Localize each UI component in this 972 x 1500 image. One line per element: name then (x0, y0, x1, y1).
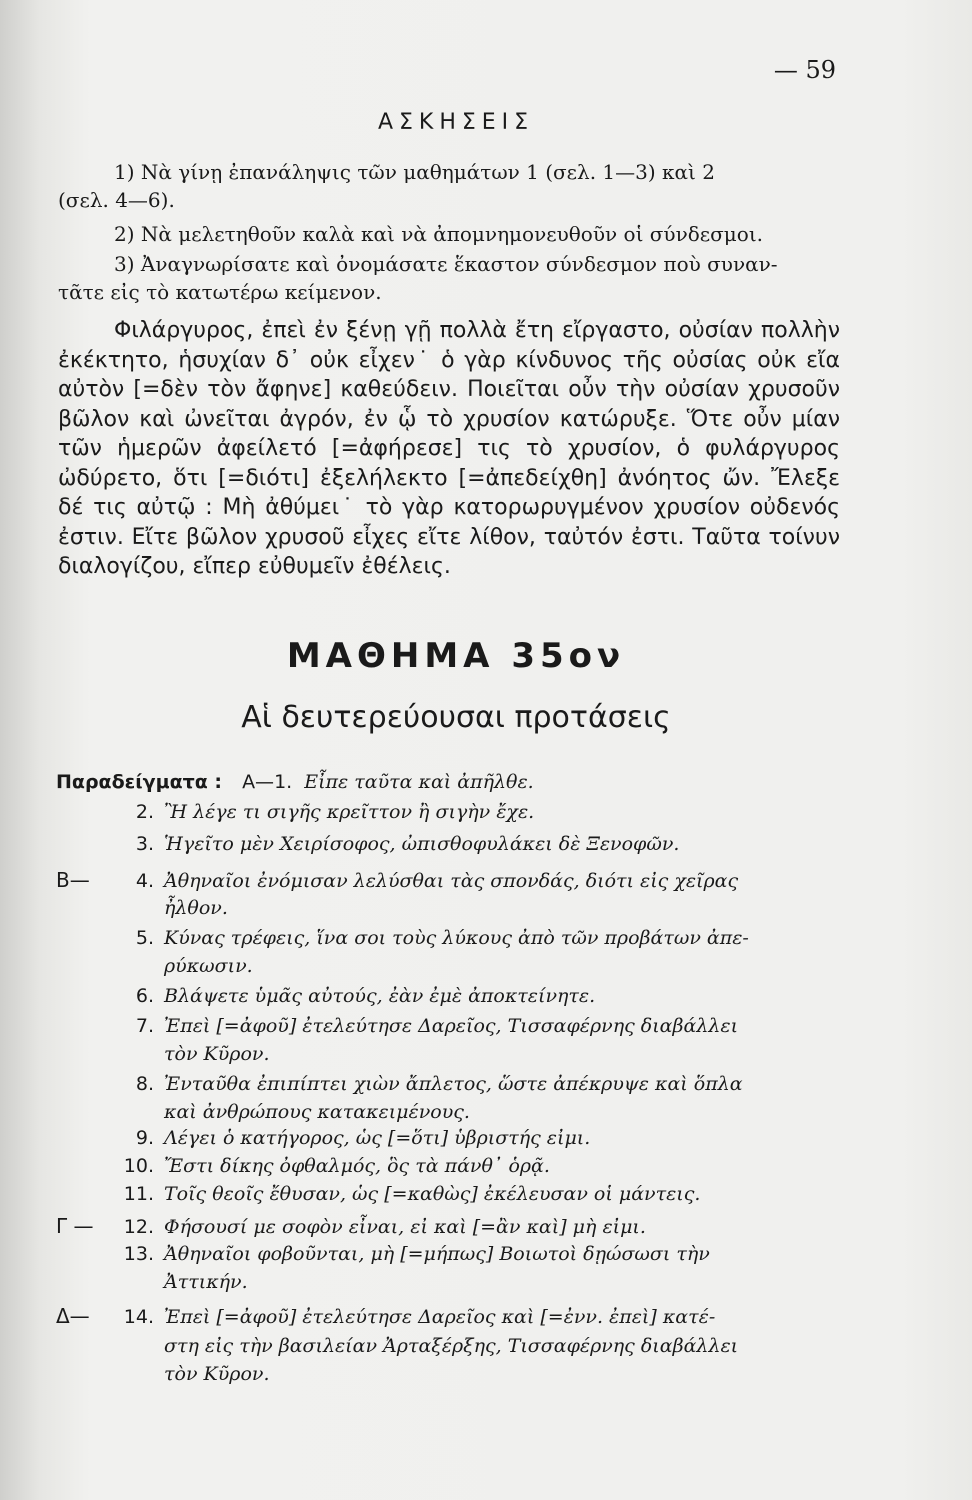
example-text: Φήσουσί με σοφὸν εἶναι, εἰ καὶ [=ἂν καὶ] μὴ εἰμι. (164, 1216, 646, 1238)
example-text: Ἐπεὶ [=ἀφοῦ] ἐτελεύτησε Δαρεῖος, Τισσαφέρνης διαβάλλει (164, 1015, 739, 1037)
example-number: 11. (123, 1183, 154, 1205)
example-group-label: Β— (56, 868, 90, 892)
exercises-heading: ΑΣΚΗΣΕΙΣ (377, 110, 535, 135)
examples-label-line (56, 768, 846, 796)
example-number: 2. (135, 801, 154, 823)
example-continuation: στη εἰς τὴν βασιλείαν Ἀρταξέρξης, Τισσαφέρνης διαβάλλει (164, 1335, 739, 1357)
example-continuation: τὸν Κῦρον. (164, 1363, 270, 1385)
example-line (56, 1124, 846, 1152)
exercise-line: τᾶτε εἰς τὸ κατωτέρω κείμενον. (58, 280, 382, 304)
exercise-line: 2) Νὰ μελετηθοῦν καλὰ καὶ νὰ ἀπομνημονευθοῦν οἱ σύνδεσμοι. (114, 222, 764, 246)
lesson-subtitle: Αἱ δευτερεύουσαι προτάσεις (241, 700, 671, 735)
example-continuation: τὸν Κῦρον. (164, 1043, 270, 1065)
example-text: Ἡγεῖτο μὲν Χειρίσοφος, ὠπισθοφυλάκει δὲ Ξενοφῶν. (164, 833, 680, 855)
example-number: 13. (123, 1243, 154, 1265)
example-group-label: Γ — (56, 1214, 94, 1238)
example-line (56, 1240, 846, 1268)
reading-passage: Φιλάργυρος, ἐπεὶ ἐν ξένῃ γῇ πολλὰ ἔτη εἴργαστο, οὐσίαν πολλὴν ἐκέκτητο, ἡσυχίαν δ᾽ οὐκ εἶχεν˙ ὁ γὰρ κίνδυνος τῆς οὐσίας οὐκ εἴα αὐτὸν [=δὲν τὸν ἄφηνε] καθεύδειν. Ποιεῖται οὖν τὴν οὐσίαν χρυσοῦν βῶλον καὶ ὠνεῖται ἀγρόν, ἐν ᾧ τὸ χρυσίον κατώρυξε. Ὅτε οὖν μίαν τῶν ἡμερῶν ἀφείλετό [=ἀφήρεσε] τις τὸ χρυσίον, ὁ φυλάργυρος ὠδύρετο, ὅτι [=διότι] ἐξελήλεκτο [=ἀπεδείχθη] ἀνόητος ὤν. Ἔλεξε δέ τις αὐτῷ : Μὴ ἀθύμει˙ τὸ γὰρ κατορωρυγμένον χρυσίον οὐδενός ἐστιν. Εἴτε βῶλον χρυσοῦ εἶχες εἴτε λίθον, ταὐτόν ἐστι. Ταῦτα τοίνυν διαλογίζου, εἴπερ εὐθυμεῖν ἐθέλεις. (58, 318, 840, 579)
example-number: 4. (135, 870, 154, 892)
example-text: Ἀθηναῖοι ἐνόμισαν λελύσθαι τὰς σπονδάς, διότι εἰς χεῖρας (164, 870, 739, 892)
example-line (56, 924, 846, 952)
example-number: 6. (135, 985, 154, 1007)
example-text: Ἀθηναῖοι φοβοῦνται, μὴ [=μήπως] Βοιωτοὶ δῃώσωσι τὴν (164, 1243, 710, 1265)
example-text: Ἢ λέγε τι σιγῆς κρεῖττον ἢ σιγὴν ἔχε. (164, 801, 535, 823)
example-text: Ἔστι δίκης ὀφθαλμός, ὃς τὰ πάνθ᾽ ὁρᾷ. (164, 1155, 550, 1177)
example-text: Κύνας τρέφεις, ἵνα σοι τοὺς λύκους ἀπὸ τῶν προβάτων ἀπε- (164, 927, 749, 949)
example-line (56, 1180, 846, 1208)
example-number: 1. (274, 771, 293, 793)
example-group-label: Α— (242, 771, 275, 793)
example-continuation: Ἀττικήν. (164, 1271, 248, 1293)
example-number: 3. (135, 833, 154, 855)
example-continuation: ἦλθον. (164, 897, 228, 919)
example-number: 7. (135, 1015, 154, 1037)
example-number: 8. (135, 1073, 154, 1095)
lesson-title: ΜΑΘΗΜΑ 35ον (286, 636, 626, 676)
example-text: Λέγει ὁ κατήγορος, ὡς [=ὅτι] ὑβριστής εἰμι. (164, 1127, 591, 1149)
example-number: 10. (123, 1155, 154, 1177)
exercise-line: 3) Ἀναγνωρίσατε καὶ ὀνομάσατε ἕκαστον σύνδεσμον ποὺ συναν- (114, 252, 778, 276)
example-line (56, 1070, 846, 1098)
example-text: Ἐπεὶ [=ἀφοῦ] ἐτελεύτησε Δαρεῖος καὶ [=ἐνν. ἐπεὶ] κατέ- (164, 1306, 716, 1328)
example-text: Ἐνταῦθα ἐπιπίπτει χιὼν ἄπλετος, ὥστε ἀπέκρυψε καὶ ὅπλα (164, 1073, 743, 1095)
example-number: 12. (123, 1216, 154, 1238)
example-text: Τοῖς θεοῖς ἔθυσαν, ὡς [=καθὼς] ἐκέλευσαν οἱ μάντεις. (164, 1183, 701, 1205)
example-group-label: Δ— (56, 1304, 90, 1328)
example-continuation: ρύκωσιν. (164, 955, 253, 977)
example-line (56, 982, 846, 1010)
examples-label: Παραδείγματα : (56, 771, 223, 793)
example-line (56, 1212, 846, 1241)
exercise-line: 1) Νὰ γίνῃ ἐπανάληψις τῶν μαθημάτων 1 (σελ. 1—3) καὶ 2 (114, 160, 715, 184)
example-number: 5. (135, 927, 154, 949)
example-line (56, 866, 846, 895)
example-number: 9. (135, 1127, 154, 1149)
page-number: — 59 (773, 56, 836, 84)
example-text: Βλάψετε ὑμᾶς αὐτούς, ἐὰν ἐμὲ ἀποκτείνητε. (164, 985, 596, 1007)
example-line (56, 798, 846, 826)
example-number: 14. (123, 1306, 154, 1328)
example-text: Εἶπε ταῦτα καὶ ἀπῆλθε. (304, 771, 534, 793)
exercise-line: (σελ. 4—6). (58, 188, 175, 212)
example-continuation: καὶ ἀνθρώπους κατακειμένους. (164, 1101, 470, 1123)
example-line (56, 830, 846, 858)
example-line (56, 1302, 846, 1331)
example-line (56, 1012, 846, 1040)
example-line (56, 1152, 846, 1180)
